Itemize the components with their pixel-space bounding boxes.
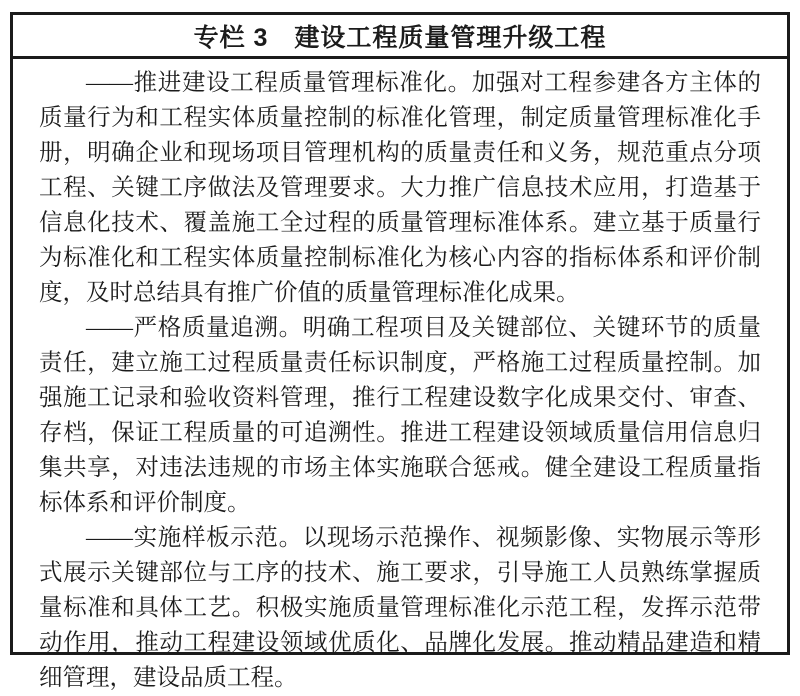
panel-body [13, 59, 787, 696]
paragraph-quality-tracing: ——严格质量追溯。明确工程项目及关键部位、关键环节的质量责任，建立施工过程质量责任标识制度，严格施工过程质量控制。加强施工记录和验收资料管理，推行工程建设数字化成果交付、审查、存档，保证工程质量的可追溯性。推进工程建设领域质量信用信息归集共享，对违法违规的市场主体实施联合惩戒。健全建设工程质量指标体系和评价制度。 [39, 315, 761, 516]
paragraph-standardization: ——推进建设工程质量管理标准化。加强对工程参建各方主体的质量行为和工程实体质量控制的标准化管理，制定质量管理标准化手册，明确企业和现场项目管理机构的质量责任和义务，规范重点分项工程、关键工序做法及管理要求。大力推广信息技术应用，打造基于信息化技术、覆盖施工全过程的质量管理标准体系。建立基于质量行为标准化和工程实体质量控制标准化为核心内容的指标体系和评价制度，及时总结具有推广价值的质量管理标准化成果。 [39, 70, 761, 306]
column-panel [10, 12, 790, 691]
panel-title-bar [13, 15, 787, 59]
panel-title: 专栏 3 建设工程质量管理升级工程 [193, 23, 607, 52]
paragraph-model-demonstration: ——实施样板示范。以现场示范操作、视频影像、实物展示等形式展示关键部位与工序的技术、施工要求，引导施工人员熟练掌握质量标准和具体工艺。积极实施质量管理标准化示范工程，发挥示范带动作用，推动工程建设领域优质化、品牌化发展。推动精品建造和精细管理，建设品质工程。 [39, 525, 761, 691]
